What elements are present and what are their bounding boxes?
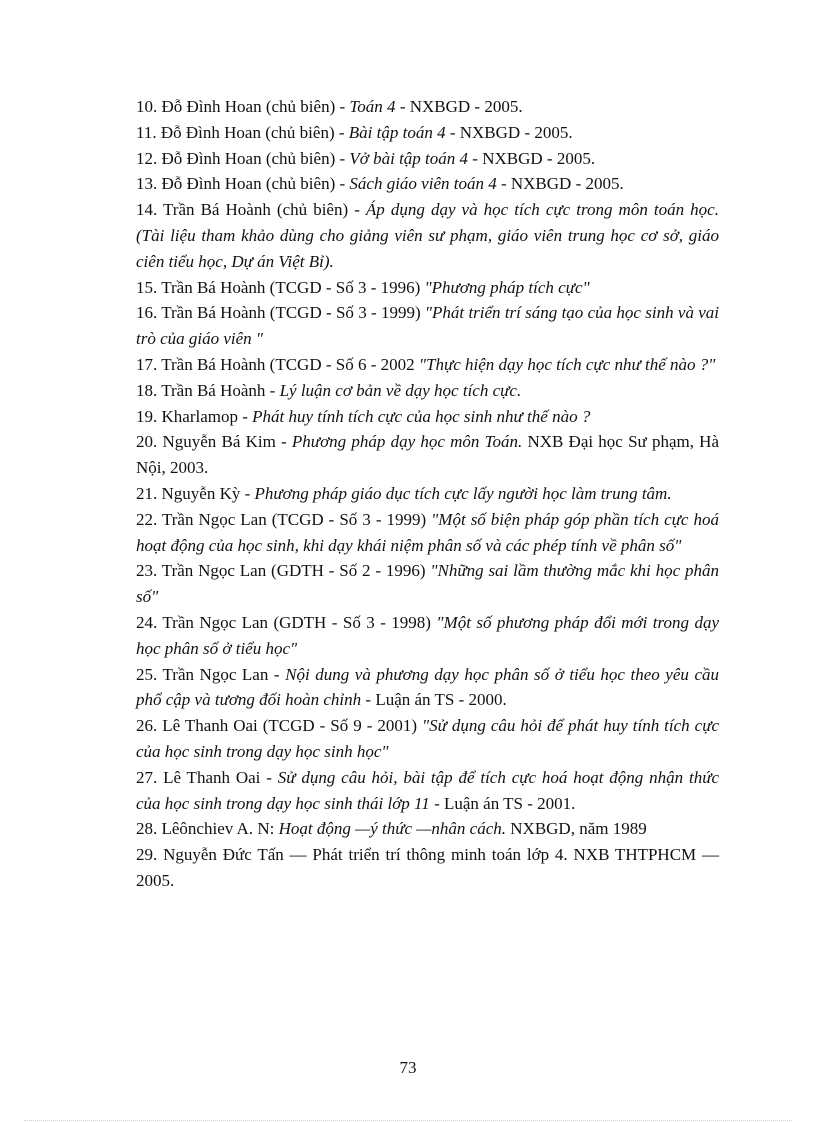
reference-number: 14.: [136, 200, 158, 220]
reference-number: 21.: [136, 483, 158, 503]
reference-publisher: - Luận án TS - 2000.: [361, 690, 507, 710]
reference-publisher: NXBGD, năm 1989: [506, 819, 647, 839]
reference-title: Phương pháp dạy học môn Toán.: [291, 432, 523, 452]
reference-item: [136, 352, 719, 378]
reference-item: [136, 275, 719, 301]
reference-title: Lý luận cơ bản về dạy học tích cực.: [279, 380, 522, 400]
reference-number: 29.: [136, 845, 158, 865]
reference-author: Đỗ Đình Hoan (chủ biên) -: [161, 97, 350, 116]
reference-publisher: - NXBGD - 2005.: [468, 148, 596, 168]
reference-author: Lê Thanh Oai -: [163, 767, 278, 787]
reference-number: 17.: [136, 354, 158, 374]
reference-publisher: - NXBGD - 2005.: [496, 174, 624, 194]
reference-item: [136, 558, 719, 610]
reference-author: Nguyễn Bá Kim -: [162, 432, 292, 452]
reference-author: Trần Ngọc Lan -: [162, 664, 286, 684]
reference-author: Nguyễn Kỳ -: [161, 483, 255, 503]
reference-number: 15.: [136, 277, 158, 297]
reference-author: Trần Bá Hoành (chủ biên) -: [163, 200, 366, 220]
reference-publisher: NXB Đại học Sư phạm, Hà Nội, 2003.: [136, 432, 720, 478]
reference-number: 27.: [136, 767, 158, 787]
reference-title: "Những sai lầm thường mắc khi học phân số": [136, 561, 719, 607]
reference-number: 26.: [136, 716, 158, 736]
reference-number: 28.: [136, 819, 158, 839]
reference-title: Toán 4: [349, 97, 396, 116]
reference-number: 16.: [136, 303, 158, 323]
reference-item: [136, 816, 719, 842]
reference-author: Trần Ngọc Lan (GDTH - Số 3 - 1998): [162, 612, 437, 632]
reference-number: 24.: [136, 612, 158, 632]
reference-number: 19.: [136, 406, 158, 426]
reference-title: "Thực hiện dạy học tích cực như thế nào ?": [418, 354, 716, 374]
reference-item: [136, 197, 719, 274]
reference-author: Lêônchiev A. N:: [161, 819, 279, 839]
reference-author: Trần Bá Hoành (TCGD - Số 3 - 1996): [161, 277, 425, 297]
reference-number: 20.: [136, 432, 158, 452]
reference-title: "Sử dụng câu hỏi để phát huy tính tích cực của học sinh trong dạy học sinh học": [136, 716, 720, 761]
reference-number: 10.: [136, 97, 158, 116]
reference-author: Trần Bá Hoành (TCGD - Số 3 - 1999): [161, 303, 425, 323]
reference-title: Nội dung và phương dạy học phân số ở tiểu học theo yêu cầu phổ cập và tương đối hoàn chỉnh: [136, 664, 719, 710]
reference-publisher: - NXBGD - 2005.: [395, 97, 523, 116]
reference-number: 22.: [136, 509, 158, 529]
reference-title: Bài tập toán 4: [348, 122, 446, 142]
reference-number: 18.: [136, 380, 158, 400]
reference-number: 23.: [136, 561, 158, 581]
reference-item: [136, 146, 719, 172]
reference-item: [136, 378, 719, 404]
reference-author: Đỗ Đình Hoan (chủ biên) -: [160, 122, 349, 142]
reference-author: Trần Bá Hoành -: [161, 380, 280, 400]
reference-item: [136, 481, 719, 507]
reference-item: [136, 765, 719, 817]
reference-author: Đỗ Đình Hoan (chủ biên) -: [161, 174, 350, 194]
page-bottom-divider: [24, 1120, 792, 1121]
reference-title: "Một số phương pháp đổi mới trong dạy học phân số ở tiểu học": [136, 612, 719, 658]
reference-item: [136, 171, 719, 197]
reference-title: Sử dụng câu hỏi, bài tập để tích cực hoá hoạt động nhận thức của học sinh trong dạy học sinh thái lớp 11: [136, 767, 720, 813]
reference-number: 11.: [136, 122, 157, 142]
reference-item: [136, 662, 719, 714]
reference-item: [136, 507, 719, 559]
reference-number: 13.: [136, 174, 158, 194]
reference-title: Phát huy tính tích cực của học sinh như thế nào ?: [252, 406, 591, 426]
page-number: 73: [399, 1058, 417, 1077]
reference-author: Trần Bá Hoành (TCGD - Số 6 - 2002: [161, 354, 419, 374]
reference-item: [136, 120, 719, 146]
reference-item: [136, 94, 719, 120]
reference-title: Phương pháp giáo dục tích cực lấy người học làm trung tâm.: [254, 483, 672, 503]
reference-author: Trần Ngọc Lan (TCGD - Số 3 - 1999): [161, 509, 432, 529]
reference-title: Hoạt động —ý thức —nhân cách.: [278, 819, 507, 839]
reference-item: [136, 429, 719, 481]
reference-publisher: - Luận án TS - 2001.: [429, 793, 576, 813]
reference-item: [136, 842, 719, 894]
reference-title: Áp dụng dạy và học tích cực trong môn toán học. (Tài liệu tham khảo dùng cho giảng viên sư phạm, giáo viên trung học cơ sở, giáo ciên tiểu học, Dự án Việt Bỉ).: [136, 200, 719, 271]
reference-title: "Một số biện pháp góp phần tích cực hoá hoạt động của học sinh, khi dạy khái niệm phân số và các phép tính về phân số": [136, 509, 719, 555]
reference-item: [136, 610, 719, 662]
reference-title: Vở bài tập toán 4: [349, 148, 469, 168]
reference-author: Đỗ Đình Hoan (chủ biên) -: [161, 148, 350, 168]
reference-item: [136, 300, 719, 352]
reference-number: 12.: [136, 148, 158, 168]
reference-item: [136, 713, 719, 765]
reference-item: [136, 404, 719, 430]
reference-title: "Phương pháp tích cực": [424, 277, 590, 297]
reference-author: Trần Ngọc Lan (GDTH - Số 2 - 1996): [161, 561, 431, 581]
reference-author: Nguyễn Đức Tấn — Phát triển trí thông minh toán lớp 4. NXB THTPHCM — 2005.: [136, 845, 720, 890]
reference-publisher: - NXBGD - 2005.: [445, 122, 573, 142]
reference-list: [136, 94, 719, 894]
reference-number: 25.: [136, 664, 158, 684]
reference-title: "Phát triển trí sáng tạo của học sinh và vai trò của giáo viên ": [136, 303, 719, 349]
reference-author: Lê Thanh Oai (TCGD - Số 9 - 2001): [162, 716, 422, 736]
reference-title: Sách giáo viên toán 4: [349, 174, 497, 194]
reference-author: Kharlamop -: [161, 406, 253, 426]
